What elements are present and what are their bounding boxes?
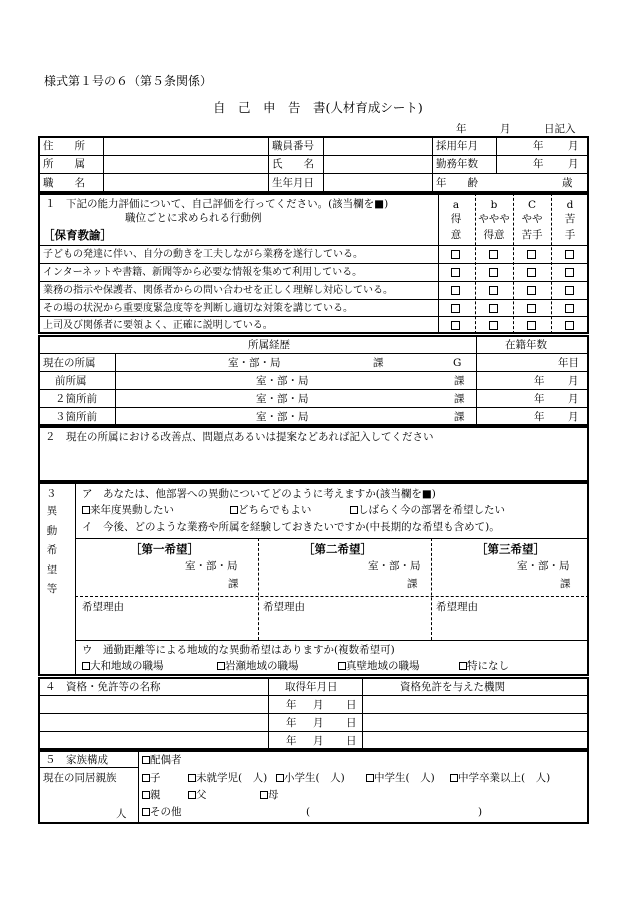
checkbox-icon[interactable]	[350, 506, 358, 514]
rating-col-a-l1: 得	[450, 213, 462, 225]
qualification-date-m: 月	[313, 717, 324, 729]
section3-number: ３	[46, 488, 57, 500]
section3-vertical-label: 異 動 希 望 等	[46, 505, 58, 595]
checkbox-icon[interactable]	[260, 791, 268, 799]
wish2-dept: 室・部・局	[368, 560, 421, 572]
section2-title: ２ 現在の所属における改善点、問題点あるいは提案などあれば記入してください	[45, 431, 434, 443]
birthdate-label: 生年月日	[272, 177, 314, 189]
other-option[interactable]: その他	[142, 807, 182, 818]
other-paren-close: )	[478, 806, 483, 818]
rating-checkbox-icon[interactable]	[451, 268, 460, 277]
wish3-reason-label: 希望理由	[436, 601, 478, 613]
junior-high-option[interactable]: 中学生( 人)	[366, 773, 435, 784]
rating-checkbox-icon[interactable]	[527, 286, 536, 295]
age-label: 年 齢	[436, 177, 478, 189]
preschool-option[interactable]: 未就学児( 人)	[188, 773, 267, 784]
spouse-option[interactable]: 配偶者	[142, 755, 182, 766]
rating-checkbox-icon[interactable]	[565, 268, 574, 277]
rating-col-d-l2: 手	[564, 229, 576, 241]
name-label: 氏 名	[272, 158, 314, 170]
checkbox-icon[interactable]	[188, 774, 196, 782]
history-row-label: ２箇所前	[55, 393, 97, 405]
checkbox-icon[interactable]	[142, 756, 150, 764]
checkbox-icon[interactable]	[188, 791, 196, 799]
history-row-ka: 課	[454, 393, 465, 405]
rating-checkbox-icon[interactable]	[527, 268, 536, 277]
history-row-dept: 室・部・局	[256, 375, 309, 387]
rating-col-C-letter: C	[527, 199, 537, 211]
first-wish-header: ［第一希望］	[130, 542, 199, 556]
checkbox-icon[interactable]	[82, 662, 90, 670]
section1-subtitle: 職位ごとに求められる行動例	[125, 212, 262, 224]
service-month-unit: 月	[568, 158, 579, 170]
rating-checkbox-icon[interactable]	[527, 304, 536, 313]
hire-date-label: 採用年月	[436, 140, 478, 152]
qualification-date-y: 年	[286, 735, 297, 747]
qualification-date-d: 日	[346, 699, 357, 711]
hire-year-unit: 年	[533, 140, 544, 152]
third-wish-header: ［第三希望］	[476, 542, 545, 556]
rating-checkbox-icon[interactable]	[489, 321, 498, 330]
acquisition-date-header: 取得年月日	[285, 681, 338, 693]
area-option-makabe[interactable]: 真壁地域の職場	[338, 661, 420, 672]
history-row-months: 月	[568, 411, 579, 423]
rating-checkbox-icon[interactable]	[527, 321, 536, 330]
persons-unit: 人	[116, 808, 127, 820]
wish1-ka: 課	[228, 578, 239, 590]
ability-item-3: 業務の指示や保護者、関係者からの問い合わせを正しく理解し対応している。	[43, 285, 393, 296]
rating-col-b-l2: 得意	[483, 229, 505, 241]
address-label: 住 所	[43, 140, 85, 152]
question-u: ウ 通勤距離等による地域的な異動希望はありますか(複数希望可)	[82, 644, 395, 656]
question-a: ア あなたは、他部署への異動についてどのように考えますか(該当欄を■)	[82, 488, 436, 500]
date-year: 年	[456, 123, 467, 135]
date-day: 日記入	[544, 123, 576, 135]
section5-title: ５ 家族構成	[45, 754, 108, 766]
rating-checkbox-icon[interactable]	[565, 321, 574, 330]
checkbox-icon[interactable]	[276, 774, 284, 782]
history-row-months: 月	[568, 375, 579, 387]
area-option-none[interactable]: 特になし	[459, 661, 509, 672]
rating-checkbox-icon[interactable]	[565, 286, 574, 295]
checkbox-icon[interactable]	[338, 662, 346, 670]
rating-col-C-l1: やや	[521, 213, 543, 225]
form-number: 様式第１号の６（第５条関係）	[44, 74, 213, 88]
history-row-dept: 室・部・局	[256, 411, 309, 423]
rating-checkbox-icon[interactable]	[565, 304, 574, 313]
area-option-yamato[interactable]: 大和地域の職場	[82, 661, 164, 672]
department-label: 所 属	[43, 158, 85, 170]
history-row-dept: 室・部・局	[256, 393, 309, 405]
rating-checkbox-icon[interactable]	[451, 286, 460, 295]
checkbox-icon[interactable]	[230, 506, 238, 514]
wish2-reason-label: 希望理由	[263, 601, 305, 613]
history-row-ka: 課	[454, 375, 465, 387]
transfer-option-2[interactable]: どちらでもよい	[230, 505, 311, 516]
rating-col-b-l1: ややや	[478, 213, 510, 225]
years-header: 在籍年数	[505, 339, 547, 351]
issuing-org-header: 資格免許を与えた機関	[400, 681, 505, 693]
rating-col-C-l2: 苦手	[521, 229, 543, 241]
history-row-years: 年	[534, 393, 545, 405]
history-row-years: 年目	[558, 357, 579, 369]
checkbox-icon[interactable]	[142, 808, 150, 816]
wish1-reason-label: 希望理由	[82, 601, 124, 613]
checkbox-icon[interactable]	[142, 774, 150, 782]
qualification-date-y: 年	[286, 699, 297, 711]
area-option-iwase[interactable]: 岩瀬地域の職場	[217, 661, 299, 672]
rating-col-a-l2: 意	[450, 229, 462, 241]
qualification-date-d: 日	[346, 717, 357, 729]
history-row-months: 月	[568, 393, 579, 405]
wish3-ka: 課	[560, 578, 571, 590]
date-month: 月	[500, 123, 511, 135]
rating-checkbox-icon[interactable]	[489, 250, 498, 259]
hire-month-unit: 月	[568, 140, 579, 152]
transfer-option-1[interactable]: 来年度異動したい	[82, 505, 174, 516]
qualification-date-m: 月	[313, 699, 324, 711]
question-i: イ 今後、どのような業務や所属を経験しておきたいですか(中長期的な希望も含めて)。	[82, 521, 500, 533]
ability-item-4: その場の状況から重要度緊急度等を判断し適切な対策を講じている。	[43, 303, 353, 314]
history-header: 所属経歴	[248, 339, 290, 351]
role-label: ［保育教諭］	[43, 228, 112, 242]
checkbox-icon[interactable]	[366, 774, 374, 782]
service-years-label: 勤務年数	[436, 158, 478, 170]
history-row-dept: 室・部・局	[228, 357, 281, 369]
service-year-unit: 年	[533, 158, 544, 170]
history-row-g: G	[453, 357, 462, 369]
history-row-label: 前所属	[55, 375, 87, 387]
graduate-option[interactable]: 中学卒業以上( 人)	[450, 773, 550, 784]
rating-checkbox-icon[interactable]	[489, 286, 498, 295]
rating-col-b-letter: b	[490, 199, 498, 211]
wish1-dept: 室・部・局	[185, 560, 238, 572]
section4-title: ４ 資格・免許等の名称	[45, 681, 161, 693]
page-title: 自 己 申 告 書(人材育成シート)	[213, 100, 423, 115]
rating-checkbox-icon[interactable]	[565, 250, 574, 259]
mother-option[interactable]: 母	[260, 790, 279, 801]
second-wish-header: ［第二希望］	[303, 542, 372, 556]
staff-number-label: 職員番号	[272, 140, 314, 152]
rating-checkbox-icon[interactable]	[527, 250, 536, 259]
history-row-label: ３箇所前	[55, 411, 97, 423]
history-row-ka: 課	[454, 411, 465, 423]
rating-col-d-letter: d	[566, 199, 574, 211]
checkbox-icon[interactable]	[459, 662, 467, 670]
history-row-ka: 課	[373, 357, 384, 369]
rating-checkbox-icon[interactable]	[451, 250, 460, 259]
history-row-label: 現在の所属	[43, 357, 96, 369]
ability-item-1: 子どもの発達に伴い、自分の動きを工夫しながら業務を遂行している。	[43, 249, 363, 260]
qualification-date-d: 日	[346, 735, 357, 747]
age-unit: 歳	[562, 177, 573, 189]
checkbox-icon[interactable]	[82, 506, 90, 514]
rating-col-d-l1: 苦	[564, 213, 576, 225]
ability-item-5: 上司及び関係者に要領よく、正確に説明している。	[43, 320, 273, 331]
ability-item-2: インターネットや書籍、新聞等から必要な情報を集めて利用している。	[43, 267, 363, 278]
wish2-ka: 課	[407, 578, 418, 590]
rating-checkbox-icon[interactable]	[451, 321, 460, 330]
rating-checkbox-icon[interactable]	[489, 268, 498, 277]
other-paren-open: (	[306, 806, 311, 818]
qualification-date-m: 月	[313, 735, 324, 747]
checkbox-icon[interactable]	[217, 662, 225, 670]
father-option[interactable]: 父	[188, 790, 207, 801]
rating-checkbox-icon[interactable]	[451, 304, 460, 313]
history-row-years: 年	[534, 411, 545, 423]
checkbox-icon[interactable]	[142, 791, 150, 799]
history-row-years: 年	[534, 375, 545, 387]
position-label: 職 名	[43, 177, 85, 189]
rating-col-a-letter: a	[452, 199, 460, 211]
rating-checkbox-icon[interactable]	[489, 304, 498, 313]
qualification-date-y: 年	[286, 717, 297, 729]
child-option[interactable]: 子	[142, 773, 161, 784]
checkbox-icon[interactable]	[450, 774, 458, 782]
wish3-dept: 室・部・局	[517, 560, 570, 572]
section1-title: １ 下記の能力評価について、自己評価を行ってください。(該当欄を■)	[45, 198, 389, 210]
parent-option[interactable]: 親	[142, 790, 161, 801]
cohabiting-relatives-label: 現在の同居親族	[43, 772, 117, 784]
transfer-option-3[interactable]: しばらく今の部署を希望したい	[350, 505, 505, 516]
elementary-option[interactable]: 小学生( 人)	[276, 773, 345, 784]
